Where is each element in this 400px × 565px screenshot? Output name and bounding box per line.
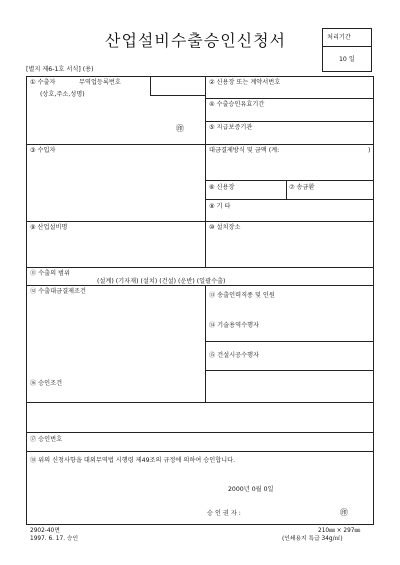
letter-of-credit-label: ⑥ 신용장 bbox=[209, 184, 235, 191]
exporter-label: ① 수출자 bbox=[30, 79, 56, 86]
footer-approval-date: 1997. 6. 17. 승인 bbox=[30, 536, 79, 542]
footer-paper-type: (인쇄용지 특급 34g/㎡) bbox=[282, 536, 343, 542]
approver-label: 승 인 권 자 : bbox=[207, 510, 241, 517]
other-label: ⑧ 기 타 bbox=[209, 203, 231, 210]
approval-number-label: ⑰ 승인번호 bbox=[30, 436, 63, 443]
exporter-sub-label: (상호,주소,성명) bbox=[40, 91, 85, 98]
importer-label: ③ 수입자 bbox=[30, 147, 56, 154]
approval-date: 2000년 0월 0일 bbox=[228, 486, 274, 493]
install-place-label: ⑩ 설치장소 bbox=[209, 224, 241, 231]
processing-period-value: 10 일 bbox=[339, 56, 355, 63]
page-title: 산업설비수출승인신청서 bbox=[105, 31, 287, 50]
export-scope-label: ⑪ 수출의 범위 bbox=[30, 270, 71, 277]
footer-paper-size: 210㎜ × 297㎜ bbox=[318, 528, 361, 534]
payment-method-label: 대금결제방식 및 금액 (계: bbox=[209, 147, 280, 154]
approver-seal-icon: ㊞ bbox=[340, 508, 348, 517]
seal-icon: ㊞ bbox=[176, 124, 184, 133]
trade-registration-label: 무역업등록번호 bbox=[79, 79, 121, 86]
contract-number-label: ② 신용장 또는 계약서번호 bbox=[209, 79, 281, 86]
processing-period-label: 처리기간 bbox=[327, 34, 351, 41]
guarantor-label: ⑤ 지급보증기관 bbox=[209, 124, 253, 131]
approval-conditions-label: ⑯ 승인조건 bbox=[30, 380, 63, 387]
payment-method-close: ) bbox=[368, 147, 371, 154]
remittance-label: ⑦ 송금환 bbox=[289, 184, 315, 191]
footer-form-code: 2902-40면 bbox=[30, 528, 60, 534]
export-validity-label: ④ 수출승인유효기간 bbox=[209, 101, 265, 108]
construction-label: ⑮ 건설시공수행자 bbox=[209, 352, 259, 359]
export-scope-items: (설계) (기자재) (설치) (건설) (운반) (일괄수출) bbox=[97, 278, 226, 285]
plant-name-label: ⑨ 산업설비명 bbox=[30, 224, 68, 231]
approval-statement: ⑱ 위의 신청사항을 대외무역법 시행령 제49조의 규정에 의하여 승인합니다. bbox=[30, 457, 236, 464]
tech-service-label: ⑭ 기술용역수행자 bbox=[209, 322, 259, 329]
payment-terms-label: ⑫ 수출대금결제조건 bbox=[30, 288, 86, 295]
form-number: [별지 제6-1호 서식] (용) bbox=[26, 66, 94, 73]
personnel-label: ⑬ 송출인력직종 및 인원 bbox=[209, 292, 275, 299]
